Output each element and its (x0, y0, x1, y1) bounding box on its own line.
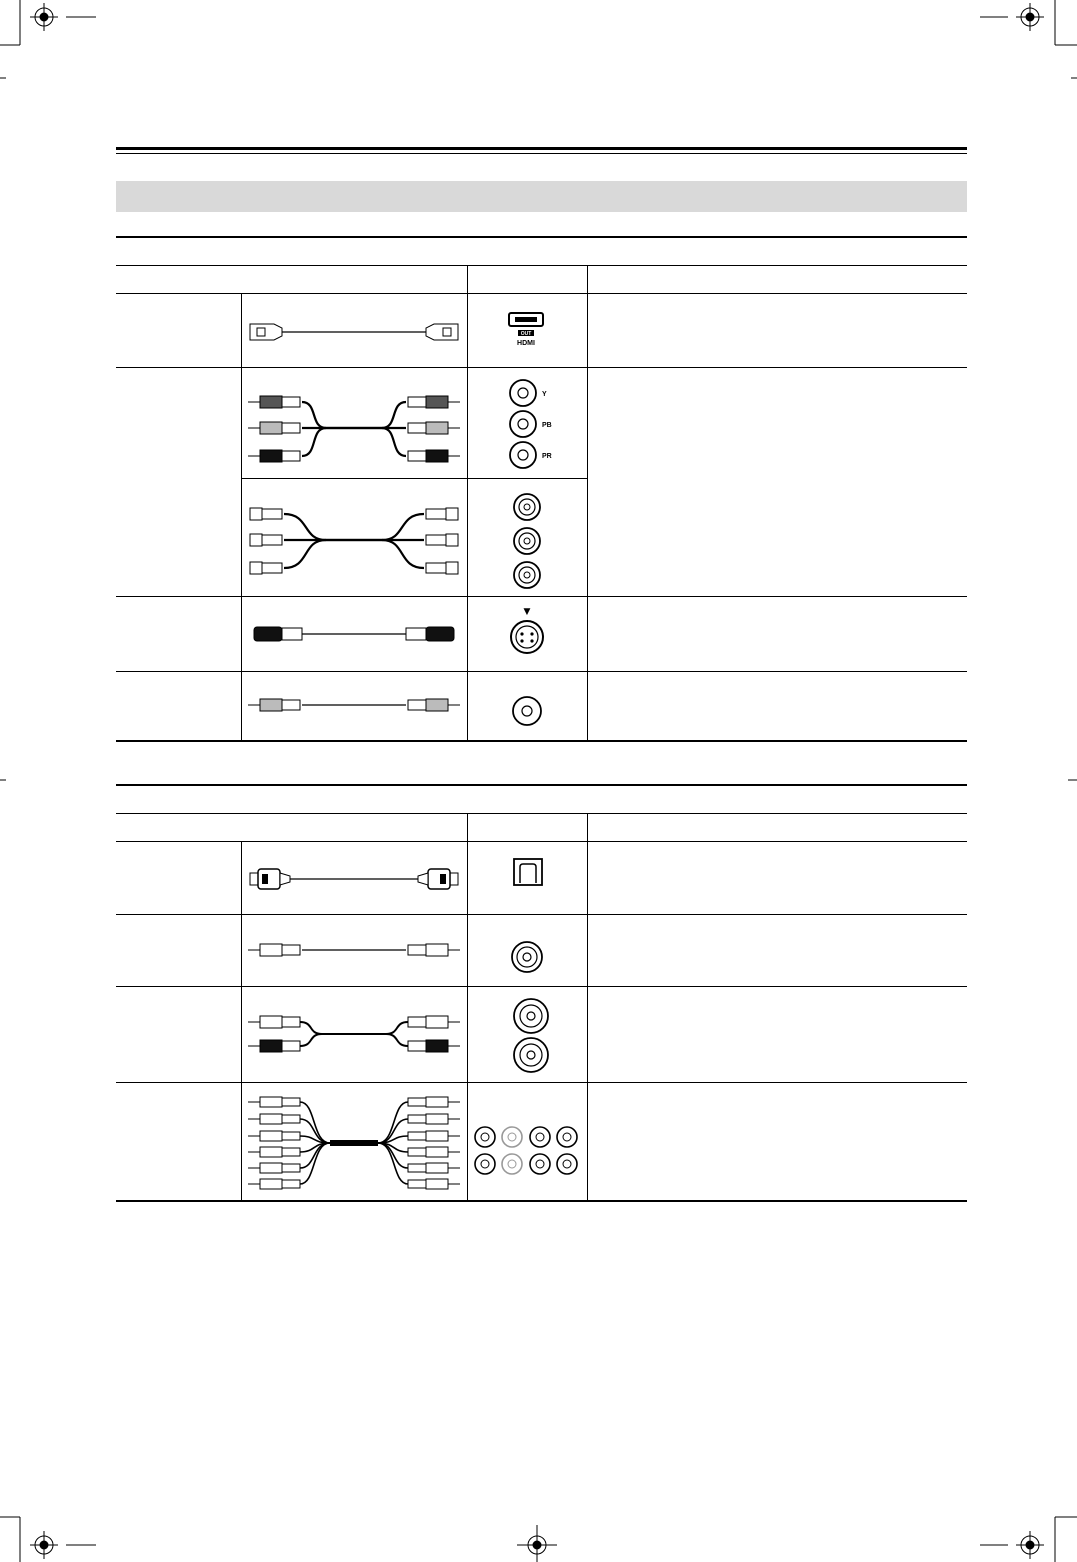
column-divider (587, 293, 588, 741)
optical-jack-icon (512, 857, 544, 887)
row-divider (116, 367, 967, 368)
column-divider (241, 841, 242, 1201)
audio-table-header-rule (116, 813, 967, 814)
column-divider (467, 293, 468, 741)
registration-mark-bottom-right (980, 1517, 1077, 1562)
hdmi-cable-illustration (246, 318, 462, 346)
row-divider (116, 986, 967, 987)
component-rca-cable-illustration (246, 388, 462, 472)
row-divider (116, 914, 967, 915)
video-table-header-rule (116, 265, 967, 266)
section-heading-band (116, 181, 967, 212)
hdmi-out-label: OUT (520, 331, 532, 337)
audio-table-bottom-rule (116, 1200, 967, 1202)
header-rule-thin (116, 153, 967, 154)
column-divider (467, 813, 468, 841)
component-jacks-icon (506, 376, 566, 472)
optical-cable-illustration (246, 864, 462, 894)
coaxial-jack-icon (510, 940, 544, 974)
column-divider (241, 293, 242, 741)
column-divider (467, 265, 468, 293)
registration-mark-top-right (980, 0, 1077, 45)
row-divider (116, 596, 967, 597)
audio-table-top-rule (116, 784, 967, 786)
header-rule-thick (116, 147, 967, 150)
coaxial-cable-illustration (246, 938, 462, 962)
column-divider (587, 265, 588, 293)
column-divider (467, 841, 468, 1201)
video-table-top-rule (116, 236, 967, 238)
row-divider (116, 671, 967, 672)
s-video-marker: ▼ (523, 607, 531, 617)
composite-video-cable-illustration (246, 693, 462, 717)
column-divider (587, 841, 588, 1201)
s-video-jack-icon (506, 604, 550, 660)
row-divider (241, 478, 587, 479)
component-bnc-cable-illustration (246, 500, 462, 584)
column-divider (587, 813, 588, 841)
registration-mark-bottom-center (517, 1525, 557, 1562)
hdmi-jack-icon (505, 309, 549, 347)
registration-mark-bottom-left (0, 1517, 96, 1562)
jack-label-pr: PR (542, 453, 552, 460)
video-table-header-bottom (116, 293, 967, 294)
jack-label-pb: PB (542, 422, 552, 429)
analog-audio-jacks-icon (511, 996, 551, 1076)
video-table-bottom-rule (116, 740, 967, 742)
registration-mark-top-left (0, 0, 96, 45)
hdmi-jack-label: HDMI (517, 340, 535, 347)
multichannel-audio-cable-illustration (246, 1092, 462, 1196)
s-video-cable-illustration (246, 620, 462, 648)
composite-video-jack-icon (511, 695, 543, 727)
analog-audio-cable-illustration (246, 1008, 462, 1060)
audio-table-header-bottom (116, 841, 967, 842)
row-divider (116, 1082, 967, 1083)
jack-label-y: Y (542, 391, 547, 398)
bnc-jacks-icon (510, 490, 544, 594)
multichannel-jacks-icon (470, 1122, 584, 1180)
